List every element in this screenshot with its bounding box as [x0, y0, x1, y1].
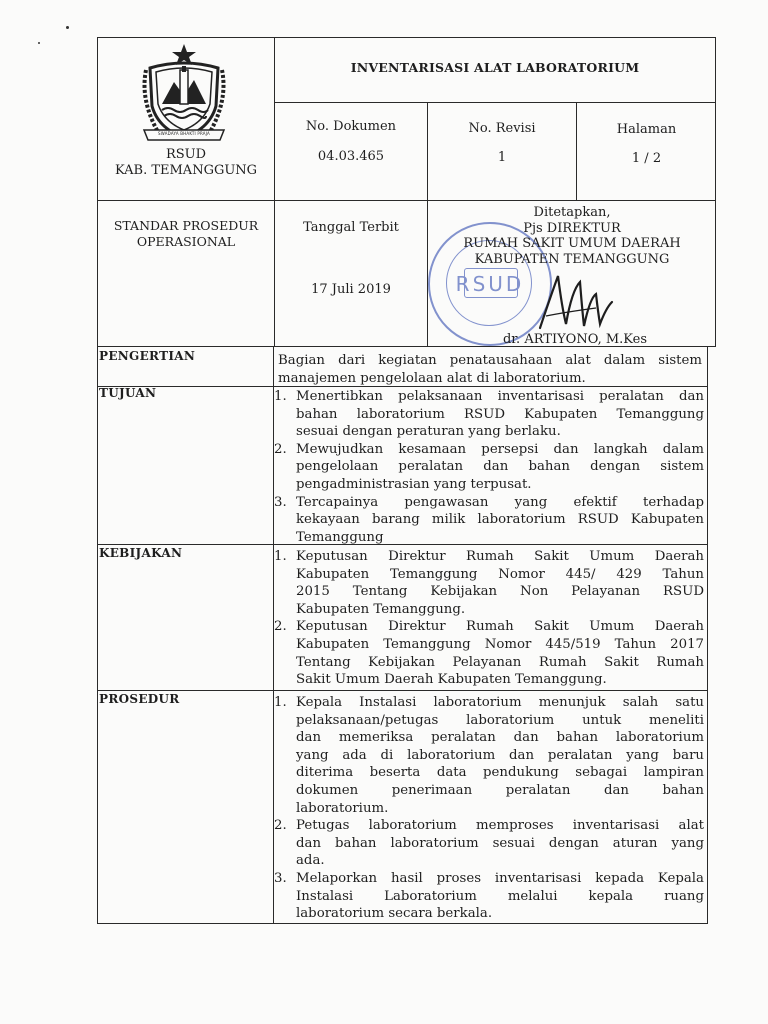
ditetapkan-line3: RUMAH SAKIT UMUM DAERAH — [463, 236, 681, 251]
tujuan-item-line: Mewujudkan kesamaan persepsi dan langkah dalam — [296, 441, 704, 457]
tujuan-item-line: bahan laboratorium RSUD Kabupaten Temanggung — [296, 406, 704, 422]
prosedur-item-line: laboratorium secara berkala. — [296, 906, 493, 922]
kebijakan-list — [274, 548, 704, 689]
halaman-label: Halaman — [616, 122, 677, 137]
institution-line2: KAB. TEMANGGUNG — [114, 163, 258, 178]
ditetapkan-line4: KABUPATEN TEMANGGUNG — [474, 251, 670, 267]
kebijakan-item-line: Tentang Kebijakan Pelayanan Rumah Sakit Rumah — [296, 654, 704, 670]
halaman-value: 1 / 2 — [631, 151, 662, 166]
tujuan-item-line: Temanggung — [296, 529, 384, 545]
signatory-name: dr. ARTIYONO, M.Kes — [502, 332, 648, 347]
kebijakan-item-line: Keputusan Direktur Rumah Sakit Umum Daerah — [296, 619, 704, 635]
pengertian-line1: Bagian dari kegiatan penatausahaan alat dalam sistem — [278, 353, 702, 368]
tujuan-label: TUJUAN — [99, 386, 157, 400]
sop-line2: OPERASIONAL — [136, 234, 236, 249]
scan-speck — [38, 42, 40, 44]
kebijakan-item — [274, 548, 704, 618]
prosedur-item-line: Petugas laboratorium memproses inventarisasi alat — [296, 818, 704, 834]
prosedur-item — [274, 870, 704, 923]
tujuan-item-line: Menertibkan pelaksanaan inventarisasi peralatan dan — [296, 389, 704, 404]
pengertian-line2: manajemen pengelolaan alat di laboratorium. — [278, 370, 586, 386]
tanggal-terbit-label: Tanggal Terbit — [303, 220, 399, 235]
tujuan-list — [274, 388, 704, 546]
tujuan-item — [274, 441, 704, 494]
tujuan-item-number: 2. — [274, 441, 287, 457]
kebijakan-item-line: Keputusan Direktur Rumah Sakit Umum Daerah — [296, 549, 704, 564]
prosedur-item-line: Kepala Instalasi laboratorium menunjuk salah satu — [296, 695, 704, 710]
no-dokumen-value: 04.03.465 — [317, 149, 385, 164]
prosedur-item-line: laboratorium. — [296, 800, 389, 816]
scan-speck — [66, 26, 69, 29]
tujuan-item-line: pengelolaan peralatan dan bahan dengan sistem — [296, 459, 704, 475]
kebijakan-item-line: 2015 Tentang Kebijakan Non Pelayanan RSUD — [296, 584, 704, 600]
prosedur-item-line: Melaporkan hasil proses inventarisasi kepada Kepala — [296, 870, 704, 886]
tujuan-item-line: sesuai dengan peraturan yang berlaku. — [296, 424, 561, 440]
prosedur-list — [274, 694, 704, 923]
tujuan-item-line: kekayaan barang milik laboratorium RSUD Kabupaten — [296, 512, 704, 528]
kebijakan-item-line: Sakit Umum Daerah Kabupaten Temanggung. — [296, 672, 607, 688]
tujuan-item — [274, 388, 704, 441]
ditetapkan-line2: Pjs DIREKTUR — [523, 220, 621, 236]
no-revisi-value: 1 — [497, 150, 507, 165]
tujuan-item-number: 3. — [274, 494, 287, 510]
kebijakan-item-number: 1. — [274, 549, 287, 564]
kebijakan-item-line: Kabupaten Temanggung Nomor 445/519 Tahun 2017 — [296, 636, 704, 652]
kebijakan-item-line: Kabupaten Temanggung Nomor 445/ 429 Tahun — [296, 566, 704, 582]
kebijakan-item — [274, 618, 704, 688]
no-revisi-label: No. Revisi — [468, 121, 536, 136]
prosedur-item-line: pelaksanaan/petugas laboratorium untuk meneliti — [296, 712, 704, 728]
prosedur-item — [274, 694, 704, 817]
prosedur-item-line: Instalasi Laboratorium melalui kepala ruang — [296, 888, 704, 904]
prosedur-item-number: 2. — [274, 818, 287, 834]
sop-label — [98, 218, 274, 250]
prosedur-item-number: 1. — [274, 695, 287, 710]
document-title: INVENTARISASI ALAT LABORATORIUM — [350, 60, 640, 75]
institution-line1: RSUD — [165, 147, 207, 162]
prosedur-item-line: dan bahan laboratorium sesuai dengan aturan yang — [296, 835, 704, 851]
kebijakan-item-number: 2. — [274, 619, 287, 635]
tujuan-item — [274, 494, 704, 547]
pengertian-text — [278, 352, 702, 387]
stamp-text: RSUD — [455, 272, 525, 296]
no-dokumen-label: No. Dokumen — [305, 119, 397, 134]
prosedur-item-line: ada. — [296, 853, 325, 869]
kebijakan-item-line: Kabupaten Temanggung. — [296, 601, 466, 617]
ditetapkan-line1: Ditetapkan, — [533, 205, 611, 220]
sop-line1: STANDAR PROSEDUR — [113, 218, 259, 233]
prosedur-item-line: dokumen penerimaan peralatan dan bahan — [296, 782, 704, 798]
institution-name — [98, 147, 274, 179]
tujuan-item-line: pengadministrasian yang terpusat. — [296, 476, 532, 492]
tujuan-item-number: 1. — [274, 389, 287, 404]
tanggal-terbit-value: 17 Juli 2019 — [311, 282, 391, 297]
kebijakan-label: KEBIJAKAN — [99, 546, 183, 560]
prosedur-item — [274, 817, 704, 870]
prosedur-label: PROSEDUR — [99, 692, 180, 706]
tujuan-item-line: Tercapainya pengawasan yang efektif terhadap — [296, 494, 704, 510]
logo-banner-text: SWADAYA BHAKTI PRAJA — [158, 131, 210, 136]
pengertian-label: PENGERTIAN — [99, 349, 196, 363]
prosedur-item-line: dan memeriksa peralatan dan bahan laboratorium — [296, 730, 704, 746]
signature-scribble — [536, 268, 616, 338]
ditetapkan-block — [428, 205, 716, 267]
prosedur-item-line: yang ada di laboratorium dan peralatan yang baru — [296, 747, 704, 763]
prosedur-item-line: diterima beserta data pendukung sebagai lampiran — [296, 765, 704, 781]
kabupaten-crest-logo — [136, 40, 232, 148]
prosedur-item-number: 3. — [274, 870, 287, 886]
